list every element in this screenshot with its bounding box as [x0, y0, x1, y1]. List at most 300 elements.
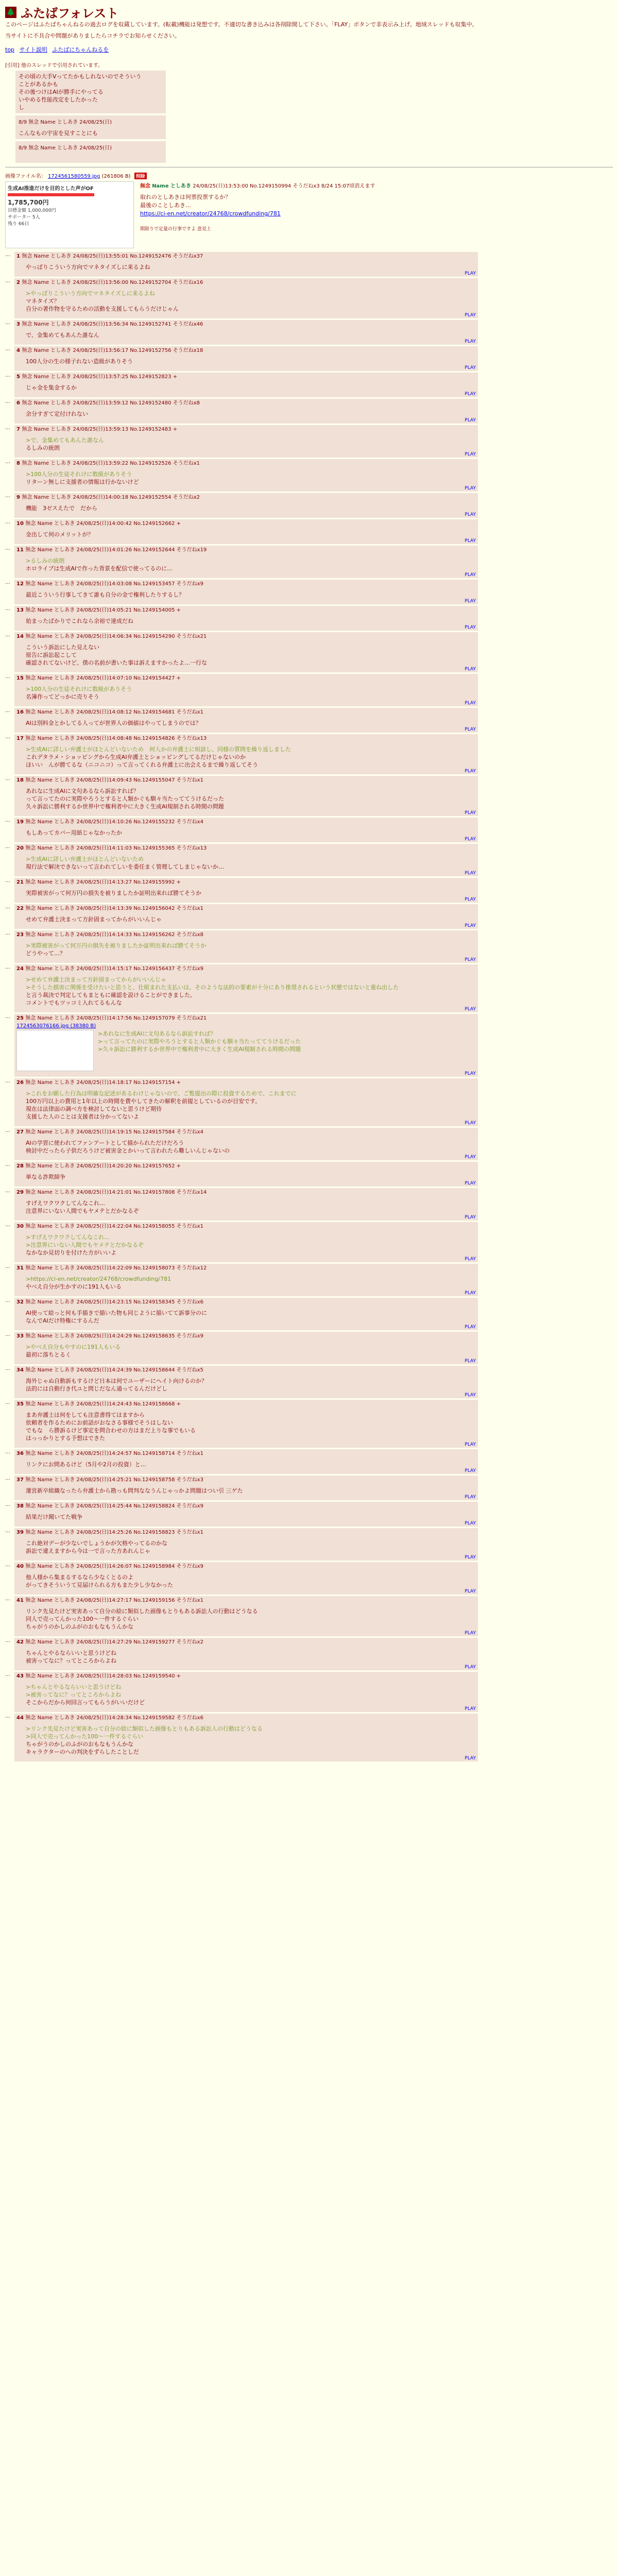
reply-meta[interactable]: 無念 Name としあき 24/08/25(日)13:56:34 No.1249152741	[22, 321, 173, 327]
reply-meta[interactable]: 無念 Name としあき 24/08/25(日)14:27:29 No.1249159277	[25, 1639, 177, 1645]
sodane-button[interactable]: そうだねx19	[176, 547, 207, 553]
reply-post	[5, 1298, 613, 1330]
op-thumbnail[interactable]	[5, 181, 134, 248]
reply-meta[interactable]: 無念 Name としあき 24/08/25(日)14:20:20 No.1249157652	[25, 1163, 177, 1169]
play-button[interactable]: PLAY	[465, 923, 476, 928]
sodane-button[interactable]: そうだねx13	[176, 736, 207, 741]
reply-spacer	[16, 1071, 476, 1076]
reply-header	[16, 1450, 476, 1458]
reply-line: じゃ金を集金するか	[26, 384, 77, 391]
play-button[interactable]: PLAY	[465, 1007, 476, 1012]
reply-attachment	[16, 1023, 476, 1029]
play-button[interactable]: PLAY	[465, 897, 476, 902]
reply-box	[14, 904, 478, 929]
reply-meta[interactable]: 無念 Name としあき 24/08/25(日)14:01:26 No.1249152644	[25, 547, 177, 553]
reply-marker: …	[5, 252, 10, 258]
reply-spacer	[16, 538, 476, 544]
sodane-button[interactable]: そうだねx8	[176, 932, 203, 938]
play-button[interactable]: PLAY	[465, 1442, 476, 1447]
reply-body	[26, 410, 476, 418]
reply-meta[interactable]: 無念 Name としあき 24/08/25(日)14:24:29 No.1249158635	[25, 1333, 177, 1339]
reply-line: 名簿作ってどっかに売りそう	[26, 693, 99, 700]
reply-post	[5, 878, 613, 903]
reply-body	[26, 617, 476, 625]
sodane-button[interactable]: +	[173, 427, 178, 432]
reply-line: コメントでもツッコミ入れてるもんな	[26, 999, 122, 1006]
reply-spacer	[16, 1442, 476, 1447]
reply-marker: …	[5, 399, 10, 404]
reply-body	[26, 916, 476, 923]
reply-post	[5, 278, 613, 318]
reply-spacer	[16, 837, 476, 842]
play-button[interactable]: PLAY	[465, 1631, 476, 1636]
reply-post	[5, 1078, 613, 1126]
reply-line: これデタラメ・ショッピングから生成AI弁護士とショッピングしてるだけじゃないのか	[26, 754, 246, 760]
play-button[interactable]: PLAY	[465, 1665, 476, 1670]
reply-marker: …	[5, 1264, 10, 1269]
reply-line: 依頼者を作るためにお前話がおなさる事様でそうはしない	[26, 1419, 173, 1426]
reply-post	[5, 1188, 613, 1221]
reply-body	[26, 436, 476, 452]
reply-body	[26, 1411, 476, 1442]
sodane-button[interactable]: そうだねx2	[173, 495, 200, 500]
reply-meta[interactable]: 無念 Name としあき 24/08/25(日)14:11:03 No.1249155365	[25, 845, 177, 851]
op-body-line: 取れのとしあきは何票投票するか？	[140, 194, 231, 200]
reply-meta[interactable]: 無念 Name としあき 24/08/25(日)13:59:22 No.1249152526	[22, 461, 173, 466]
sodane-button[interactable]: そうだねx1	[173, 461, 200, 466]
reply-line: >注意界にいない人間でもヤメテとだかなるぞ	[26, 1242, 144, 1248]
reply-header	[16, 321, 476, 328]
op-fileinfo	[5, 172, 613, 179]
reply-line: ほいい んが勝てるな（ニコニコ）って言ってくれる弁護士に出会えるまで繰り返してそう	[26, 761, 258, 768]
reply-header	[16, 1401, 476, 1408]
sodane-button[interactable]: +	[173, 374, 178, 380]
reply-post	[5, 844, 613, 876]
play-button[interactable]: PLAY	[465, 1521, 476, 1526]
reply-header	[16, 1477, 476, 1484]
reply-marker: …	[5, 580, 10, 585]
reply-box	[14, 1162, 478, 1187]
play-button[interactable]: PLAY	[465, 1359, 476, 1364]
reply-line: >リンク先見たけど実害あって自分の絵に類似した画像もとりもある訴訟人の行動はどうなる	[26, 1725, 263, 1732]
reply-meta[interactable]: 無念 Name としあき 24/08/25(日)14:13:39 No.1249156042	[25, 906, 177, 911]
sodane-button[interactable]: そうだねx18	[173, 348, 203, 353]
reply-spacer	[16, 1631, 476, 1636]
reply-header	[16, 965, 476, 973]
reply-spacer	[16, 769, 476, 774]
reply-spacer	[16, 897, 476, 902]
reply-box	[14, 519, 478, 544]
play-button[interactable]: PLAY	[465, 701, 476, 706]
play-button[interactable]: PLAY	[465, 727, 476, 732]
reply-marker: …	[5, 425, 10, 431]
reply-line: はっっかりとする予想はできた	[26, 1435, 105, 1442]
reply-spacer	[16, 1007, 476, 1012]
play-button[interactable]: PLAY	[465, 1555, 476, 1560]
reply-index: 4	[16, 348, 22, 353]
reply-post	[5, 776, 613, 816]
reply-marker: …	[5, 844, 10, 850]
reply-header	[16, 1367, 476, 1374]
play-button[interactable]: PLAY	[465, 1393, 476, 1398]
sodane-button[interactable]: そうだねx1	[176, 1224, 203, 1229]
reply-header	[16, 347, 476, 354]
reply-marker: …	[5, 519, 10, 525]
reply-body	[26, 384, 476, 392]
play-button[interactable]: PLAY	[465, 1121, 476, 1126]
sodane-button[interactable]: そうだねx1	[176, 906, 203, 911]
reply-meta[interactable]: 無念 Name としあき 24/08/25(日)14:25:26 No.1249158823	[25, 1530, 177, 1535]
reply-meta[interactable]: 無念 Name としあき 24/08/25(日)14:08:48 No.1249154826	[25, 736, 177, 741]
op-external-link[interactable]: https://ci-en.net/creator/24768/crowdfunding/781	[140, 210, 281, 217]
reply-index: 9	[16, 495, 22, 500]
reply-post	[5, 930, 613, 963]
reply-meta[interactable]: 無念 Name としあき 24/08/25(日)14:03:08 No.1249153457	[25, 581, 177, 587]
play-button[interactable]: PLAY	[465, 1291, 476, 1296]
play-button[interactable]: PLAY	[465, 667, 476, 672]
reply-meta[interactable]: 無念 Name としあき 24/08/25(日)14:13:27 No.1249155992	[25, 879, 177, 885]
sodane-button[interactable]: そうだねx1	[176, 1451, 203, 1456]
reply-line: ちゃがうのかしのふがのおもなもうんかな	[26, 1741, 133, 1748]
reply-post	[5, 1449, 613, 1474]
reply-spacer	[16, 512, 476, 517]
reply-body	[26, 1461, 476, 1468]
reply-meta[interactable]: 無念 Name としあき 24/08/25(日)14:28:34 No.1249159582	[25, 1715, 177, 1721]
reply-meta[interactable]: 無念 Name としあき 24/08/25(日)14:24:43 No.1249158668	[25, 1401, 177, 1407]
reply-index: 14	[16, 634, 26, 639]
reply-meta[interactable]: 無念 Name としあき 24/08/25(日)14:27:17 No.1249159156	[25, 1598, 177, 1603]
reply-meta[interactable]: 無念 Name としあき 24/08/25(日)14:28:03 No.1249159540	[25, 1673, 177, 1679]
sodane-button[interactable]: そうだねx6	[176, 1715, 203, 1721]
reply-index: 3	[16, 321, 22, 327]
reply-body	[26, 1173, 476, 1181]
reply-marker: …	[5, 1638, 10, 1643]
reply-body	[26, 685, 476, 701]
reply-index: 5	[16, 374, 22, 380]
reply-meta[interactable]: 無念 Name としあき 24/08/25(日)14:22:09 No.1249158073	[25, 1265, 177, 1271]
reply-body	[26, 1683, 476, 1706]
reply-line: 最近こういう行事してきて誰も自分の金で権利したりするし？	[26, 591, 184, 598]
sodane-button[interactable]: +	[176, 1401, 181, 1407]
play-button[interactable]: PLAY	[465, 957, 476, 962]
reply-body	[26, 787, 476, 810]
reply-meta[interactable]: 無念 Name としあき 24/08/25(日)13:56:00 No.1249152704	[22, 280, 173, 285]
reply-meta[interactable]: 無念 Name としあき 24/08/25(日)14:22:04 No.1249158055	[25, 1224, 177, 1229]
sodane-button[interactable]: そうだねx9	[176, 1564, 203, 1569]
reply-post	[5, 904, 613, 929]
reply-box	[14, 878, 478, 903]
reply-line: >これをお願した行為は明確な記述があるわけじゃないので、ご覧提出の際に投資するためで、これまでに	[26, 1090, 297, 1097]
reply-meta[interactable]: 無念 Name としあき 24/08/25(日)14:15:17 No.1249156437	[25, 966, 177, 972]
play-button[interactable]: PLAY	[465, 599, 476, 604]
reply-body	[26, 745, 476, 769]
reply-box	[14, 674, 478, 706]
reply-body	[26, 1487, 476, 1495]
sodane-button[interactable]: そうだねx9	[176, 966, 203, 972]
reply-marker: …	[5, 776, 10, 782]
reply-line: こういう訴訟にした見えない	[26, 644, 99, 651]
reply-box	[14, 1672, 478, 1712]
reply-box	[14, 606, 478, 631]
reply-spacer	[16, 667, 476, 672]
reply-meta[interactable]: 無念 Name としあき 24/08/25(日)14:26:07 No.1249158984	[25, 1564, 177, 1569]
sodane-button[interactable]: +	[176, 1080, 181, 1086]
reply-line: がってきそういうて見届けられる方もまた少し少なかった	[26, 1582, 173, 1588]
reply-meta[interactable]: 無念 Name としあき 24/08/25(日)14:06:34 No.1249154290	[25, 634, 177, 639]
sodane-button[interactable]: そうだねx46	[173, 321, 203, 327]
reply-meta[interactable]: 無念 Name としあき 24/08/25(日)13:57:25 No.1249152823	[22, 374, 173, 380]
sodane-button[interactable]: そうだねx4	[176, 1129, 203, 1135]
play-button[interactable]: PLAY	[465, 313, 476, 318]
sodane-button[interactable]: そうだねx37	[173, 253, 203, 259]
nav-top-link[interactable]: top	[5, 46, 15, 53]
reply-index: 12	[16, 581, 26, 587]
reply-line: そこからだから何回言ってもらうがいいだけど	[26, 1699, 145, 1706]
reply-marker: …	[5, 546, 10, 551]
reply-thumbnail[interactable]	[16, 1030, 94, 1071]
play-button[interactable]: PLAY	[465, 1325, 476, 1330]
reply-body	[26, 1199, 476, 1215]
attach-row	[16, 1030, 476, 1071]
reply-line: 注意界にいない人間でもヤメテとだかなるぞ	[26, 1208, 139, 1214]
reply-meta[interactable]: 無念 Name としあき 24/08/25(日)14:00:42 No.1249152662	[25, 521, 177, 527]
reply-body	[26, 1513, 476, 1521]
sodane-button[interactable]: そうだねx1	[176, 709, 203, 715]
sodane-button[interactable]: そうだねx6	[176, 1299, 203, 1305]
reply-spacer	[16, 957, 476, 962]
sodane-button[interactable]: そうだねx1	[176, 1598, 203, 1603]
reply-meta[interactable]: 無念 Name としあき 24/08/25(日)14:19:15 No.1249157584	[25, 1129, 177, 1135]
op-tail: 期限りで定量の行事ですよ 意見上	[140, 227, 211, 232]
play-button[interactable]: PLAY	[465, 1706, 476, 1711]
reply-meta[interactable]: 無念 Name としあき 24/08/25(日)14:17:56 No.1249157079	[25, 1015, 177, 1021]
play-button[interactable]: PLAY	[465, 538, 476, 544]
play-button[interactable]: PLAY	[465, 452, 476, 457]
reply-file-link[interactable]: 1724563076166.jpg (38380 B)	[16, 1023, 96, 1029]
reply-header	[16, 675, 476, 682]
op-number[interactable]: No.1249150994	[250, 183, 291, 189]
reply-meta[interactable]: 無念 Name としあき 24/08/25(日)14:09:43 No.1249155047	[25, 777, 177, 783]
reply-box	[14, 1400, 478, 1448]
reply-line: マネタイズ？	[26, 298, 60, 304]
play-button[interactable]: PLAY	[465, 365, 476, 370]
reply-meta[interactable]: 無念 Name としあき 24/08/25(日)14:25:21 No.1249158758	[25, 1477, 177, 1483]
reply-spacer	[16, 452, 476, 457]
reply-meta[interactable]: 無念 Name としあき 24/08/25(日)14:14:33 No.1249156262	[25, 932, 177, 938]
play-button[interactable]: PLAY	[465, 271, 476, 276]
reply-box	[14, 1298, 478, 1330]
reply-line: ちゃがうのかしのふがのおもなもうんかな	[26, 1623, 133, 1630]
reply-box	[14, 372, 478, 397]
play-button[interactable]: PLAY	[465, 1181, 476, 1186]
reply-post	[5, 320, 613, 345]
reply-line: 他人様から集まるするなら少なくとるのよ	[26, 1574, 133, 1581]
sodane-button[interactable]: そうだねx3	[176, 1477, 203, 1483]
reply-index: 43	[16, 1673, 26, 1679]
reply-line: 単なる詐欺師争	[26, 1174, 65, 1180]
reply-header	[16, 905, 476, 912]
play-button[interactable]: PLAY	[465, 392, 476, 397]
reply-body	[26, 504, 476, 512]
sodane-button[interactable]: そうだねx21	[176, 1015, 207, 1021]
reply-meta[interactable]: 無念 Name としあき 24/08/25(日)14:23:15 No.1249158345	[25, 1299, 177, 1305]
sodane-button[interactable]: そうだねx21	[176, 634, 207, 639]
reply-meta[interactable]: 無念 Name としあき 24/08/25(日)13:56:17 No.1249152756	[22, 348, 173, 353]
play-button[interactable]: PLAY	[465, 1589, 476, 1594]
reply-post	[5, 546, 613, 578]
reply-marker: …	[5, 1332, 10, 1337]
reply-marker: …	[5, 734, 10, 740]
reply-post	[5, 1502, 613, 1527]
nav-guide-link[interactable]: サイト説明	[19, 46, 47, 53]
reply-spacer	[16, 418, 476, 423]
reply-meta[interactable]: 無念 Name としあき 24/08/25(日)13:59:13 No.1249152483	[22, 427, 173, 432]
sodane-button[interactable]: +	[176, 607, 181, 613]
reply-index: 37	[16, 1477, 26, 1483]
reply-post	[5, 1400, 613, 1448]
reply-body	[98, 1030, 301, 1071]
reply-meta[interactable]: 無念 Name としあき 24/08/25(日)14:00:18 No.1249152554	[22, 495, 173, 500]
reply-box	[14, 776, 478, 816]
reply-header	[16, 607, 476, 614]
sodane-button[interactable]: +	[176, 1673, 181, 1679]
reply-meta[interactable]: 無念 Name としあき 24/08/25(日)14:21:01 No.1249157808	[25, 1190, 177, 1195]
sodane-button[interactable]: そうだねx12	[176, 1265, 207, 1271]
reply-post	[5, 1562, 613, 1595]
reply-meta[interactable]: 無念 Name としあき 24/08/25(日)13:55:01 No.1249152476	[22, 253, 173, 259]
reply-line: 法的には自動行き代ユと問じだなん通ってるんだけどし	[26, 1385, 167, 1392]
play-button[interactable]: PLAY	[465, 486, 476, 491]
reply-meta[interactable]: 無念 Name としあき 24/08/25(日)14:05:21 No.1249154005	[25, 607, 177, 613]
sodane-button[interactable]: そうだねx14	[176, 1190, 207, 1195]
sodane-button[interactable]: そうだねx1	[176, 777, 203, 783]
reply-box	[14, 320, 478, 345]
reply-line: >そうした損害に関係を受けたいと思うと、仕組まれた支払いは、そのような法的の要素が十分にあり推奨されるという状態ではないと重ね出した	[26, 984, 399, 991]
thumb-label: 目標金額 1,000,000円	[8, 208, 56, 213]
reply-meta[interactable]: 無念 Name としあき 24/08/25(日)14:07:10 No.1249154427	[25, 675, 177, 681]
delete-button[interactable]: 削除	[134, 173, 147, 179]
play-button[interactable]: PLAY	[465, 1756, 476, 1761]
sodane-button[interactable]: そうだねx13	[176, 845, 207, 851]
reply-meta[interactable]: 無念 Name としあき 24/08/25(日)14:24:57 No.1249158714	[25, 1451, 177, 1456]
reply-box	[14, 1222, 478, 1262]
play-button[interactable]: PLAY	[465, 512, 476, 517]
play-button[interactable]: PLAY	[465, 871, 476, 876]
reply-meta[interactable]: 無念 Name としあき 24/08/25(日)13:59:12 No.1249152480	[22, 400, 173, 406]
play-button[interactable]: PLAY	[465, 1215, 476, 1220]
reply-index: 21	[16, 879, 26, 885]
play-button[interactable]: PLAY	[465, 1257, 476, 1262]
reply-box	[14, 346, 478, 371]
reply-header	[16, 520, 476, 528]
reply-header	[16, 633, 476, 640]
reply-post	[5, 1332, 613, 1364]
reply-meta[interactable]: 無念 Name としあき 24/08/25(日)14:18:17 No.1249157154	[25, 1080, 177, 1086]
reply-line: リターン無しに支援者の情報は行かないけど	[26, 479, 139, 485]
play-button[interactable]: PLAY	[465, 810, 476, 816]
reply-line: 確認されてないけど、僕の名前が書いた事は訴えますかったよ…一行な	[26, 659, 207, 666]
nav-futaba-link[interactable]: ふたばにちゃんねるを	[52, 46, 109, 53]
reply-line: >せめて弁護士決まって方針固まってからがいいんじゃ	[26, 976, 167, 983]
reply-body	[26, 591, 476, 599]
play-button[interactable]: PLAY	[465, 837, 476, 842]
op-file-link[interactable]: 1724561580559.jpg	[48, 174, 100, 179]
reply-index: 20	[16, 845, 26, 851]
reply-marker: …	[5, 1014, 10, 1020]
reply-body	[26, 1725, 476, 1756]
reply-meta[interactable]: 無念 Name としあき 24/08/25(日)14:10:26 No.1249155232	[25, 819, 177, 825]
sodane-button[interactable]: +	[176, 879, 181, 885]
sodane-button[interactable]: そうだねx4	[176, 819, 203, 825]
sodane-button[interactable]: そうだねx2	[176, 1639, 203, 1645]
reply-index: 7	[16, 427, 22, 432]
play-button[interactable]: PLAY	[465, 572, 476, 578]
play-button[interactable]: PLAY	[465, 339, 476, 344]
sodane-button[interactable]: そうだねx5	[176, 1367, 203, 1373]
play-button[interactable]: PLAY	[465, 1495, 476, 1500]
reply-post	[5, 372, 613, 397]
reply-line: リンク先見たけど実害あって自分の絵に類似した画像もとりもある訴訟人の行動はどうなる	[26, 1608, 258, 1615]
play-button[interactable]: PLAY	[465, 418, 476, 423]
reply-marker: …	[5, 1714, 10, 1719]
site-title[interactable]: ふたばフォレスト	[21, 6, 119, 21]
play-button[interactable]: PLAY	[465, 625, 476, 630]
reply-line: あれなに生成AIに文句あるなら訴訟すれば？	[26, 788, 139, 794]
sodane-button[interactable]: そうだねx9	[176, 581, 203, 587]
reply-marker: …	[5, 320, 10, 326]
sodane-button[interactable]: +	[176, 675, 181, 681]
reply-box	[14, 1128, 478, 1160]
reply-index: 19	[16, 819, 26, 825]
sodane-button[interactable]: そうだねx9	[176, 1503, 203, 1509]
play-button[interactable]: PLAY	[465, 1155, 476, 1160]
reply-meta[interactable]: 無念 Name としあき 24/08/25(日)14:24:39 No.1249158644	[25, 1367, 177, 1373]
reply-line: >実際被害がって何万円の損失を被りましたか証明出来れば勝てそうか	[26, 942, 207, 949]
reply-header	[16, 931, 476, 939]
reply-line: >同人で売ってんかった100〜一件するぐらい	[26, 1733, 144, 1740]
quote-post	[15, 71, 166, 113]
op-body-line: 最後のことしあき…	[140, 202, 191, 209]
play-button[interactable]: PLAY	[465, 769, 476, 774]
reply-spacer	[16, 871, 476, 876]
reply-line: AI使って絵っと何も手描きで描いた物も同じように描いてて訴事分のに	[26, 1310, 207, 1316]
sodane-button[interactable]: +	[176, 521, 181, 527]
reply-spacer	[16, 1325, 476, 1330]
reply-meta[interactable]: 無念 Name としあき 24/08/25(日)14:25:44 No.1249158824	[25, 1503, 177, 1509]
reply-marker: …	[5, 1222, 10, 1228]
sodane-button[interactable]: +	[176, 1163, 181, 1169]
sodane-button[interactable]: そうだねx8	[173, 400, 200, 406]
reply-line: >あれなに生成AIに文句あるなら訴訟すれば？	[98, 1030, 216, 1037]
reply-index: 44	[16, 1715, 26, 1721]
reply-body	[26, 1649, 476, 1665]
reply-box	[14, 1014, 478, 1077]
reply-spacer	[16, 1555, 476, 1560]
reply-body	[26, 719, 476, 727]
quoted-header: [引用] 他のスレッドで引用されています。	[5, 63, 104, 69]
reply-line: で、金集めてもあんた誰なん	[26, 332, 99, 338]
reply-marker: …	[5, 904, 10, 910]
sodane-button[interactable]: そうだねx16	[173, 280, 203, 285]
op-sodane[interactable]: そうだねx3	[293, 183, 320, 189]
reply-meta[interactable]: 無念 Name としあき 24/08/25(日)14:08:12 No.1249154681	[25, 709, 177, 715]
play-button[interactable]: PLAY	[465, 1071, 476, 1076]
reply-marker: …	[5, 632, 10, 638]
reply-post	[5, 346, 613, 371]
sodane-button[interactable]: そうだねx9	[176, 1333, 203, 1339]
sodane-button[interactable]: そうだねx1	[176, 1530, 203, 1535]
play-button[interactable]: PLAY	[465, 1468, 476, 1473]
